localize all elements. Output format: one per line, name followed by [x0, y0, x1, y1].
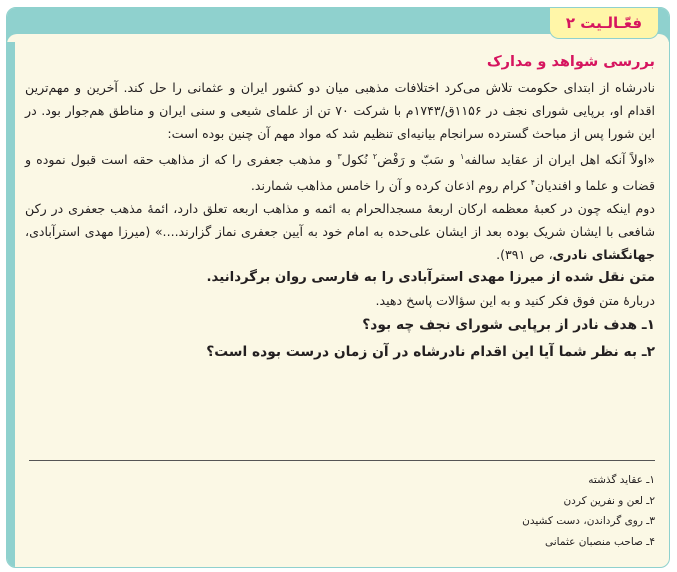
intro-paragraph: نادرشاه از ابتدای حکومت تلاش می‌کرد اختلافات مذهبی میان دو کشور ایران و عثمانی را حل کند. آخرین و مهم‌ترین اقدام او، برپایی شورای نجف در ۱۱۵۶ق/۱۷۴۳م با شرکت ۷۰ تن از علمای شیعی و سنی ایران و مناطق هم‌جوار بود. در این شورا پس از مباحث گسترده سرانجام بیانیه‌ای تنظیم شد که مواد مهم آن چنین بوده است:	[25, 80, 656, 141]
footnote-mark-3: ۳	[337, 152, 342, 161]
quote-text-6: دوم اینکه چون در کعبهٔ معظمه ارکان اربعهٔ مسجدالحرام به ائمه و مذاهب اربعه تعلق دارد، ائمهٔ مذهب جعفری در رکن شافعی با ایشان شریک بوده بعد از ایشان علی‌حده به امام خود به آیین جعفری نماز گزارند....» (میرزا مهدی استرآبادی،	[25, 201, 655, 240]
activity-card	[6, 7, 670, 568]
instruction-text: دربارهٔ متن فوق فکر کنید و به این سؤالات پاسخ دهید.	[375, 293, 655, 309]
question-2: ۲ـ به نظر شما آیا این اقدام نادرشاه در آن زمان درست بوده است؟	[206, 344, 655, 361]
activity-title: فعّـالـیت ۲	[549, 7, 659, 39]
instruction-bold: متن نقل شده از میرزا مهدی استرآبادی را به فارسی روان برگردانید.	[206, 270, 655, 286]
footnote-mark-4: ۴	[530, 178, 535, 188]
quote-text-5: کرام روم اذعان کرده و آن را خامس مذاهب شمارند.	[250, 178, 531, 194]
footnote-2: ۲ـ لعن و نفرین کردن	[563, 494, 655, 507]
footnote-divider	[29, 460, 655, 461]
source-page: ، ص ۳۹۱).	[496, 247, 553, 263]
quote-text-1: «اولاً آنکه اهل ایران از عقاید سالفه	[464, 152, 656, 168]
quote-paragraph-2	[25, 197, 655, 266]
quote-text-2: و سَبّ و رَفْض	[377, 152, 461, 168]
footnotes	[25, 470, 655, 552]
main-content	[25, 54, 655, 366]
section-heading: بررسی شواهد و مدارک	[486, 54, 655, 70]
left-strip	[7, 42, 15, 567]
quote-text-3: نُکول	[341, 152, 373, 168]
quote-text-4: و مذهب جعفری را که از مذاهب حقه است قبول نموده و قضات و علما و افندیان	[25, 152, 655, 194]
footnote-3: ۳ـ روی گرداندن، دست کشیدن	[522, 515, 655, 527]
footnote-mark-1: ۱	[460, 152, 465, 161]
quote-paragraph-1	[25, 145, 655, 197]
footnote-1: ۱ـ عقاید گذشته	[588, 474, 655, 486]
footnote-4: ۴ـ صاحب منصبان عثمانی	[545, 535, 655, 548]
question-1: ۱ـ هدف نادر از برپایی شورای نجف چه بود؟	[362, 317, 655, 334]
source-book-title: جهانگشای نادری	[552, 247, 655, 263]
footnote-mark-2: ۲	[372, 152, 378, 161]
